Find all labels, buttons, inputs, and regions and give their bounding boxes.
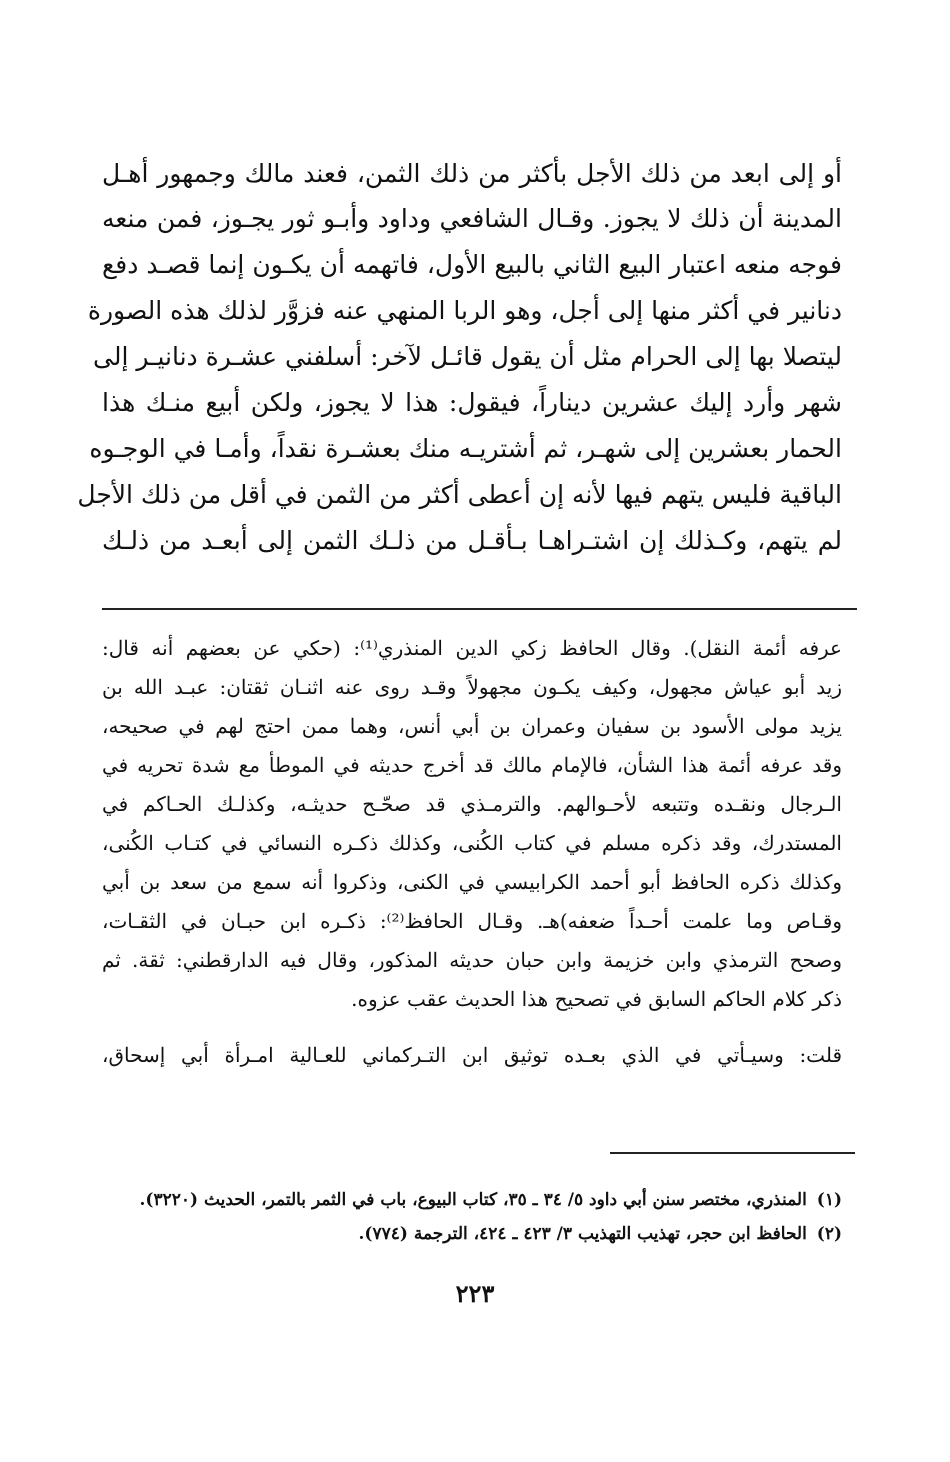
footnote-text: المنذري، مختصر سنن أبي داود ٥/ ٣٤ ـ ٣٥، كتاب البيوع، باب في الثمر بالتمر، الحديث (٣٢٢٠). — [139, 1190, 807, 1210]
note-text-line: ذكر كلام الحاكم السابق في تصحيح هذا الحديث عقب عزوه. — [351, 987, 842, 1011]
footnote-1 — [102, 1185, 842, 1215]
main-text-line: ليتصلا بها إلى الحرام مثل أن يقول قائـل لآخر: أسلفني عشـرة دنانيـر إلى — [92, 342, 842, 371]
note-text-line: عرفه أئمة النقل). وقال الحافظ زكي الدين المنذري⁽¹⁾: (حكي عن بعضهم أنه قال: — [102, 636, 842, 660]
note-text-line: الـرجال ونقـده وتتبعه لأحـوالهم. والترمـذي قد صحّـح حديثـه، وكذلـك الحـاكم في — [102, 792, 842, 816]
closing-line: قلت: وسيـأتي في الذي بعـده توثيق ابن التـركماني للعـالية امـرأة أبي إسحاق، — [102, 1043, 842, 1067]
footnote-divider — [610, 1152, 855, 1154]
footnote-text: الحافظ ابن حجر، تهذيب التهذيب ٣/ ٤٢٣ ـ ٤٢٤، الترجمة (٧٧٤). — [358, 1224, 807, 1244]
page-number: ٢٢٣ — [455, 1279, 495, 1308]
footnote-number: (١) — [816, 1190, 842, 1210]
footnote-2 — [102, 1219, 842, 1249]
note-text-line: يزيد مولى الأسود بن سفيان وعمران بن أبي أنس، وهما ممن احتج لهم في صحيحه، — [102, 714, 842, 738]
note-text-line: المستدرك، وقد ذكره مسلم في كتاب الكُنى، وكذلك ذكـره النسائي في كتـاب الكُنى، — [102, 831, 842, 855]
main-text-line: الباقية فليس يتهم فيها لأنه إن أعطى أكثر من الثمن في أقل من ذلك الأجل — [77, 480, 842, 509]
main-text-line: الحمار بعشرين إلى شهـر، ثم أشتريـه منك بعشـرة نقداً، وأمـا في الوجـوه — [89, 434, 842, 463]
main-text-line: فوجه منعه اعتبار البيع الثاني بالبيع الأول، فاتهمه أن يكـون إنما قصـد دفع — [102, 250, 842, 279]
note-text-line: وكذلك ذكره الحافظ أبو أحمد الكرابيسي في الكنى، وذكروا أنه سمع من سعد بن أبي — [102, 870, 843, 894]
note-text-line: وقد عرفه أئمة هذا الشأن، فالإمام مالك قد أخرج حديثه في الموطأ مع شدة تحريه في — [102, 753, 842, 777]
note-text-line: زيد أبو عياش مجهول، وكيف يكـون مجهولاً وقـد روى عنه اثنـان ثقتان: عبـد الله بن — [102, 675, 842, 699]
main-text-line: أو إلى ابعد من ذلك الأجل بأكثر من ذلك الثمن، فعند مالك وجمهور أهـل — [102, 159, 842, 188]
note-text-line: وصحح الترمذي وابن خزيمة وابن حبان حديثه المذكور، وقال فيه الدارقطني: ثقة. ثم — [102, 948, 842, 972]
footnote-number: (٢) — [816, 1224, 842, 1244]
main-text-line: لم يتهم، وكـذلك إن اشتـراهـا بـأقـل من ذلـك الثمن إلى أبعـد من ذلـك — [102, 526, 842, 555]
note-text-line: وقـاص وما علمت أحـداً ضعفه)هـ. وقـال الحافظ⁽²⁾: ذكـره ابن حبـان في الثقـات، — [102, 909, 842, 933]
main-text-line: شهر وأرد إليك عشرين ديناراً، فيقول: هذا لا يجوز، ولكن أبيع منـك هذا — [102, 388, 842, 417]
main-text-line: المدينة أن ذلك لا يجوز. وقـال الشافعي وداود وأبـو ثور يجـوز، فمن منعه — [102, 204, 842, 233]
section-divider — [102, 608, 857, 610]
main-text-line: دنانير في أكثر منها إلى أجل، وهو الربا المنهي عنه فزوَّر لذلك هذه الصورة — [87, 296, 842, 325]
